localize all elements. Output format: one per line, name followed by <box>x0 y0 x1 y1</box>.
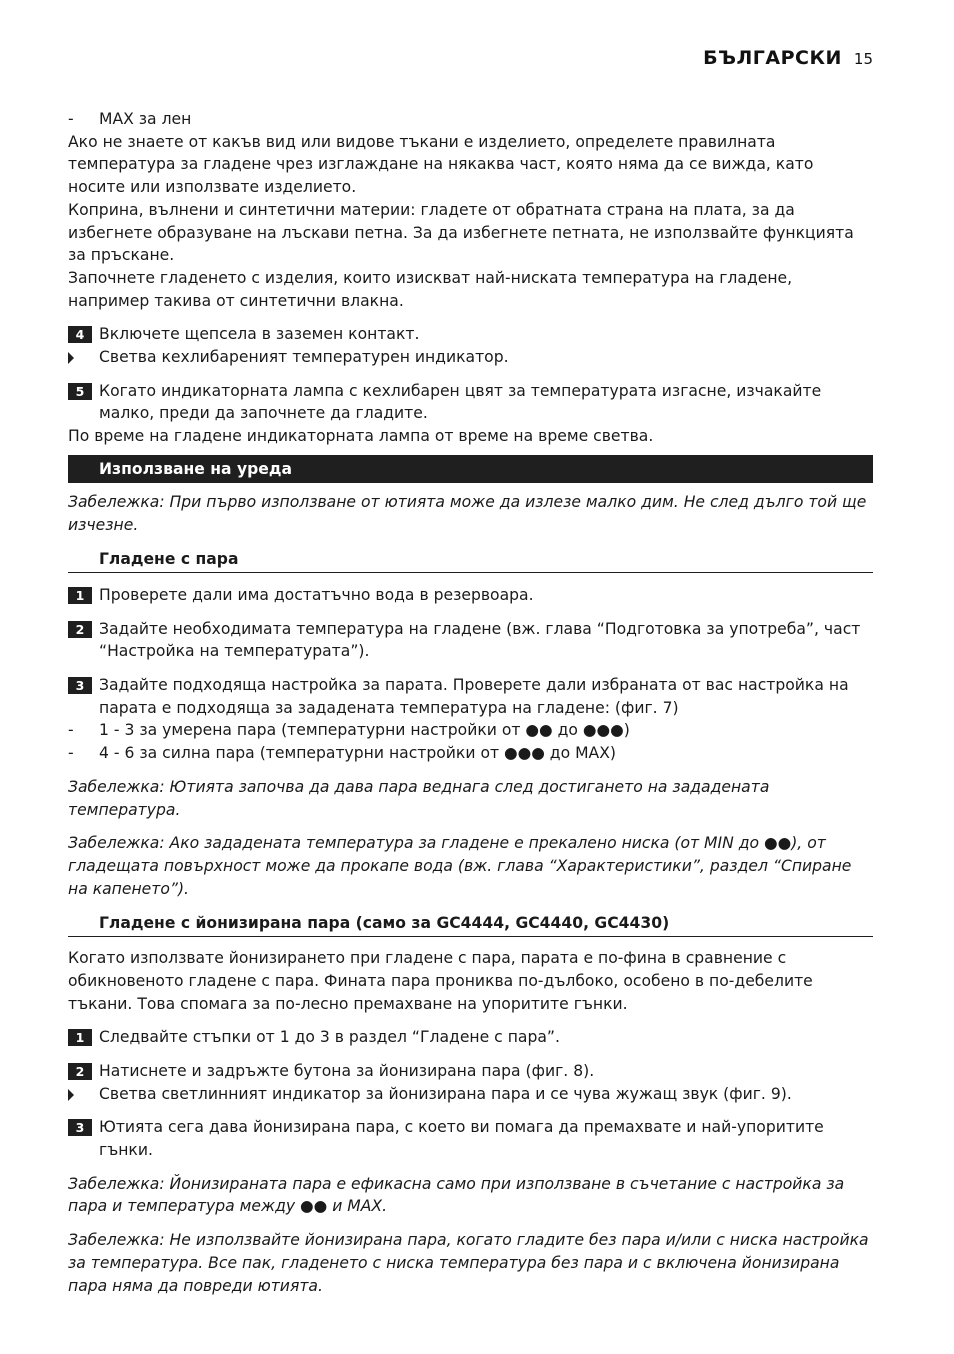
language-label: БЪЛГАРСКИ <box>703 47 842 69</box>
paragraph: Започнете гладенето с изделия, които изискват най-ниската температура на гладене, например такива от синтетични влакна. <box>68 268 793 310</box>
page-content <box>68 108 873 1297</box>
result-arrow-icon <box>68 352 74 364</box>
step-number: 2 <box>68 1063 92 1080</box>
note: Забележка: Не използвайте йонизирана пара, когато гладите без пара и/или с ниска настройка за температура. Все пак, гладенето с ниска температура без пара и с включена йонизирана пара няма да повреди ютията. <box>68 1231 869 1295</box>
dash-item: - 1 - 3 за умерена пара (температурни настройки от ●● до ●●●) <box>68 719 873 742</box>
note: Забележка: Ако зададената температура за гладене е прекалено ниска (от MIN до ●●), от гладещата повърхност може да прокапе вода (вж. глава “Характеристики”, раздел “Спиране на капенето”). <box>68 834 852 898</box>
page-header <box>68 47 873 69</box>
step-text: Задайте подходяща настройка за парата. Проверете дали избраната от вас настройка на парата е подходяща за зададената температура на гладене: (фиг. 7) <box>99 676 849 717</box>
paragraph: Коприна, вълнени и синтетични материи: гладете от обратната страна на плата, за да избегнете образуване на лъскави петна. За да избегнете петната, не използвайте функцията за пръскане. <box>68 200 854 265</box>
step-number: 3 <box>68 1119 92 1136</box>
step-text: Задайте необходимата температура на гладене (вж. глава “Подготовка за употреба”, част “Настройка на температурата”). <box>99 619 861 661</box>
ionic-step-3 <box>68 1116 873 1161</box>
step-5 <box>68 380 873 425</box>
paragraph: Ако не знаете от какъв вид или видове тъкани е изделието, определете правилната температура за гладене чрез изглаждане на някаква част, която няма да се вижда, като носите или използвате изделието. <box>68 132 814 197</box>
steam-step-3 <box>68 674 873 719</box>
step-number: 5 <box>68 383 92 400</box>
step-number: 3 <box>68 677 92 694</box>
ionic-step-2 <box>68 1060 873 1083</box>
step-4-result <box>68 346 873 369</box>
step-number: 1 <box>68 1029 92 1046</box>
ionic-step-2-result <box>68 1083 873 1106</box>
step-text: Проверете дали има достатъчно вода в резервоара. <box>99 585 534 604</box>
result-arrow-icon <box>68 1089 74 1101</box>
step-text: Когато индикаторната лампа с кехлибарен цвят за температурата изгасне, изчакайте малко, преди да започнете да гладите. <box>99 381 822 423</box>
steam-step-2 <box>68 618 873 663</box>
subsection-heading-steam: Гладене с пара <box>68 548 873 573</box>
result-text: Светва кехлибареният температурен индикатор. <box>99 348 509 367</box>
note: Забележка: При първо използване от ютията може да излезе малко дим. Не след дълго той ще изчезне. <box>68 492 867 534</box>
step-number: 2 <box>68 621 92 638</box>
step-text: Натиснете и задръжте бутона за йонизирана пара (фиг. 8). <box>99 1061 595 1080</box>
ionic-step-1 <box>68 1026 873 1049</box>
step-text: Включете щепсела в заземен контакт. <box>99 325 420 344</box>
step-number: 1 <box>68 587 92 604</box>
section-heading: Използване на уреда <box>68 455 873 483</box>
step-text: Ютията сега дава йонизирана пара, с което ви помага да премахвате и най-упоритите гънки. <box>99 1118 824 1160</box>
step-number: 4 <box>68 326 92 343</box>
step-4 <box>68 323 873 346</box>
result-text: Светва светлинният индикатор за йонизирана пара и се чува жужащ звук (фиг. 9). <box>99 1084 792 1103</box>
note: Забележка: Йонизираната пара е ефикасна само при използване в съчетание с настройка за пара и температура между ●● и MAX. <box>68 1174 845 1216</box>
page-number: 15 <box>853 50 873 68</box>
note: Забележка: Ютията започва да дава пара веднага след достигането на зададената температура. <box>68 777 770 819</box>
paragraph: Когато използвате йонизирането при гладене с пара, парата е по-фина в сравнение с обикновеното гладене с пара. Фината пара прониква по-дълбоко, особено в по-дебелите тъкани. Това спомага за по-лесно премахване на упоритите гънки. <box>68 949 813 1013</box>
paragraph: По време на гладене индикаторната лампа от време на време светва. <box>68 427 654 446</box>
subsection-heading-ionic: Гладене с йонизирана пара (само за GC4444, GC4440, GC4430) <box>68 912 873 937</box>
dash-item: - 4 - 6 за силна пара (температурни настройки от ●●● до MAX) <box>68 742 873 765</box>
step-text: Следвайте стъпки от 1 до 3 в раздел “Гладене с пара”. <box>99 1028 560 1047</box>
dash-item: - MAX за лен <box>68 108 873 131</box>
steam-step-1 <box>68 584 873 607</box>
